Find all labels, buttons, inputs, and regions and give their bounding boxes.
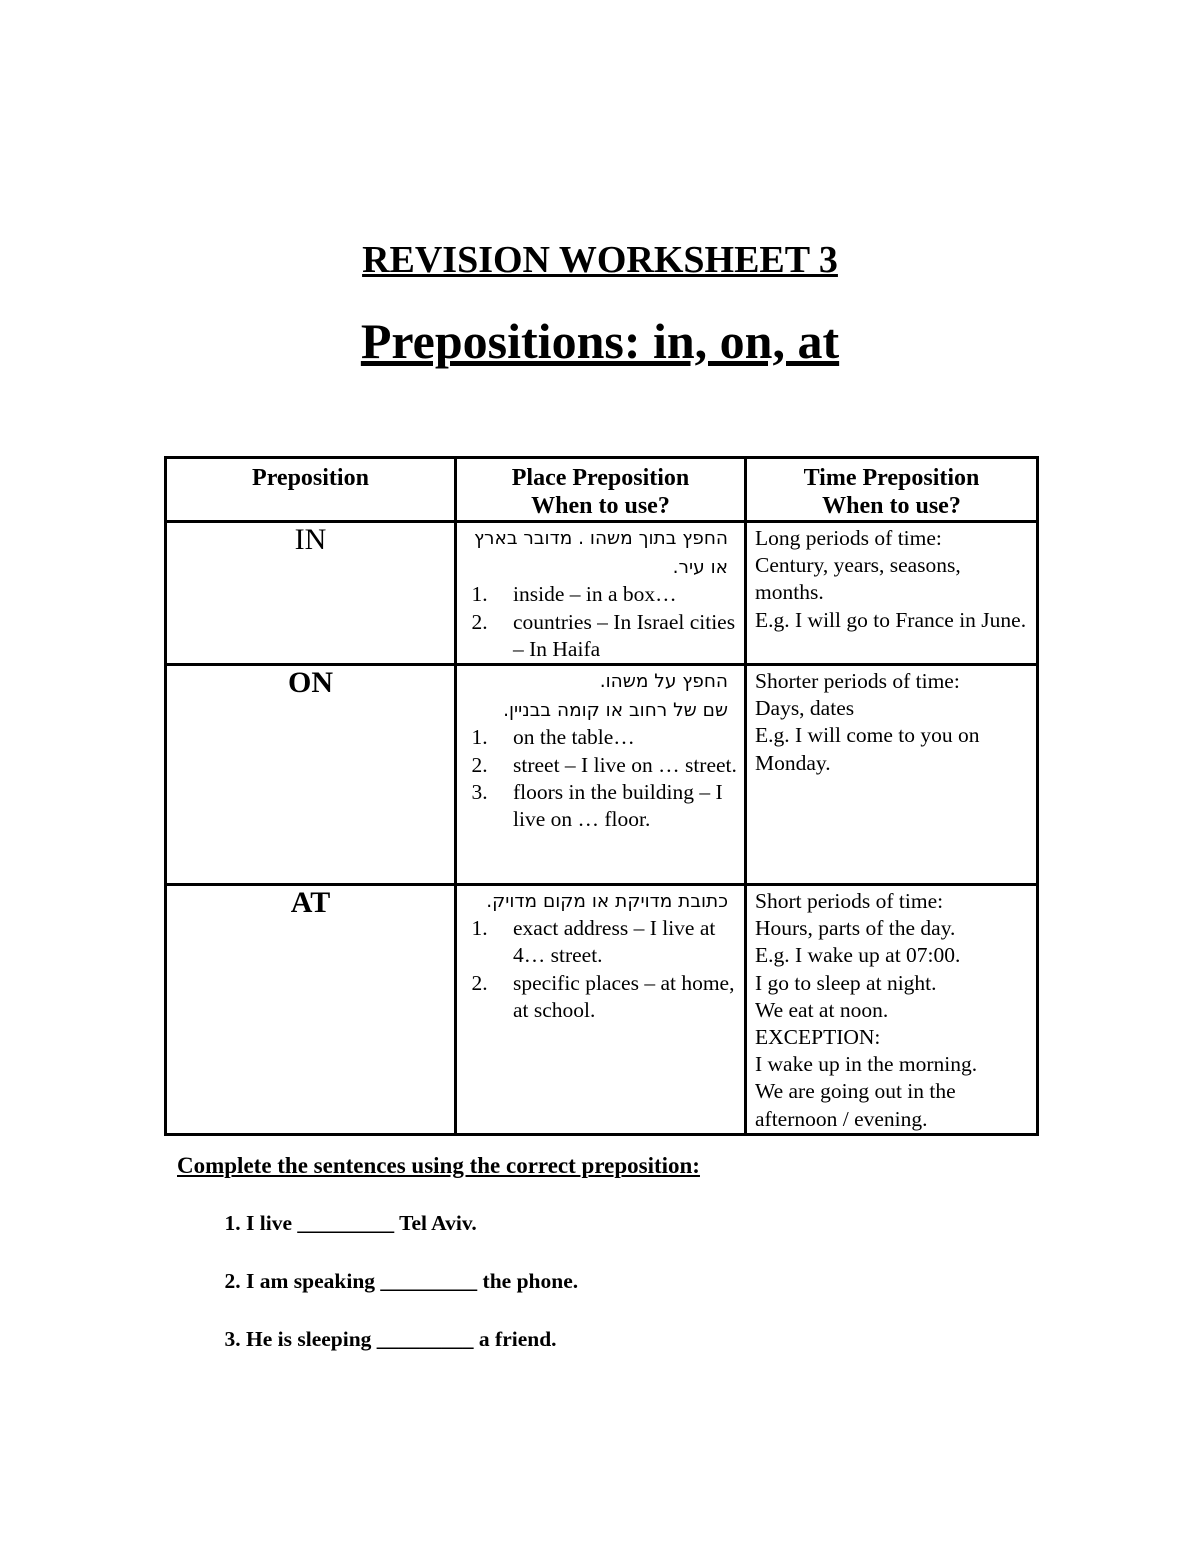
- exercise-item: 3. He is sleeping _________ a friend.: [246, 1324, 578, 1354]
- worksheet-title: REVISION WORKSHEET 3: [362, 239, 838, 281]
- table-header-row: [166, 458, 1038, 522]
- list-item: 1. on the table…: [493, 724, 744, 751]
- exercise-list: [206, 1208, 578, 1382]
- header-place: Place Preposition When to use?: [456, 458, 746, 522]
- time-line: E.g. I wake up at 07:00.: [755, 943, 961, 968]
- time-line: Shorter periods of time:: [755, 669, 960, 694]
- time-line: E.g. I will go to France in June.: [755, 607, 1027, 632]
- list-item: 2. countries – In Israel cities – In Haifa: [493, 609, 744, 663]
- time-line: E.g. I will come to you on Monday.: [755, 723, 980, 775]
- list-item: 2. street – I live on … street.: [493, 752, 744, 779]
- hebrew-note: או עיר.: [672, 557, 728, 579]
- time-cell: [746, 665, 1038, 885]
- hebrew-note: כתובת מדויקת או מקום מדויק.: [486, 891, 728, 913]
- list-item: 2. specific places – at home, at school.: [493, 970, 744, 1024]
- worksheet-subtitle: Prepositions: in, on, at: [360, 313, 840, 369]
- table-row: [166, 522, 1038, 665]
- time-line: Long periods of time:: [755, 526, 942, 550]
- place-cell: [456, 522, 746, 665]
- time-line: I wake up in the morning.: [755, 1052, 978, 1077]
- time-line: I go to sleep at night.: [755, 970, 937, 995]
- list-item: 3. floors in the building – I live on … floor.: [493, 779, 744, 833]
- prep-label-on: ON: [288, 666, 333, 700]
- prepositions-table: [164, 456, 1036, 1136]
- time-line: Hours, parts of the day.: [755, 916, 956, 941]
- prep-cell: [166, 665, 456, 885]
- hebrew-note: החפץ על משהו.: [599, 671, 728, 693]
- time-line: We eat at noon.: [755, 997, 889, 1022]
- list-item: 1. inside – in a box…: [493, 581, 744, 608]
- prep-cell: [166, 885, 456, 1135]
- exercise-item: 2. I am speaking _________ the phone.: [246, 1266, 578, 1296]
- hebrew-note: החפץ בתוך משהו . מדובר בארץ: [474, 528, 728, 549]
- list-item: 1. exact address – I live at 4… street.: [493, 915, 744, 969]
- table-row: [166, 665, 1038, 885]
- time-line: Short periods of time:: [755, 889, 944, 914]
- place-cell: [456, 665, 746, 885]
- header-preposition: Preposition: [166, 458, 456, 522]
- table-row: [166, 885, 1038, 1135]
- prep-label-at: AT: [290, 886, 331, 920]
- prep-cell: [166, 522, 456, 665]
- header-time: Time Preposition When to use?: [746, 458, 1038, 522]
- exercise-item: 1. I live _________ Tel Aviv.: [246, 1208, 578, 1238]
- time-cell: [746, 522, 1038, 665]
- place-cell: [456, 885, 746, 1135]
- prep-label-in: IN: [294, 523, 327, 556]
- time-line: We are going out in the afternoon / evening.: [755, 1079, 956, 1131]
- hebrew-note: שם של רחוב או קומה בבניין.: [503, 700, 728, 722]
- exercise-instructions: Complete the sentences using the correct preposition:: [177, 1153, 700, 1178]
- time-line: Days, dates: [755, 696, 855, 721]
- time-cell: [746, 885, 1038, 1135]
- time-line: EXCEPTION:: [755, 1025, 881, 1050]
- time-line: Century, years, seasons, months.: [755, 553, 961, 605]
